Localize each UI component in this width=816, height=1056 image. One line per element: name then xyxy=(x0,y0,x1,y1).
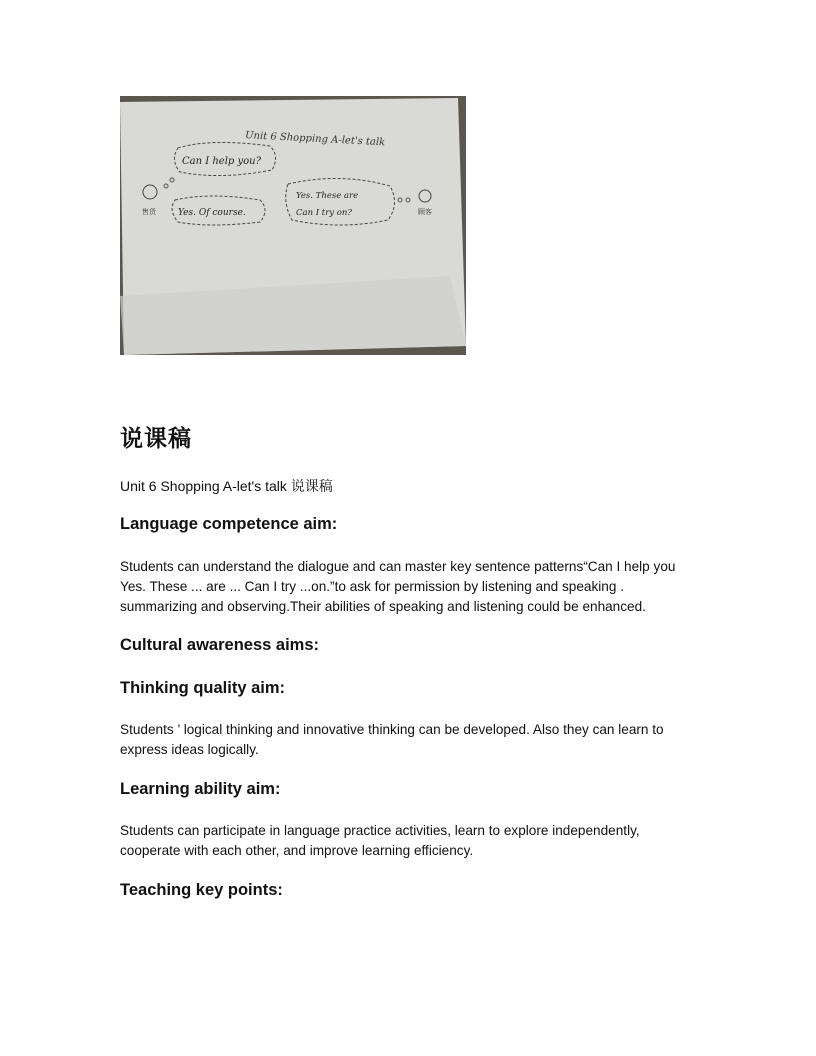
document-subtitle: Unit 6 Shopping A-let's talk 说课稿 xyxy=(120,478,333,494)
section-heading-teaching-key-points: Teaching key points: xyxy=(120,881,283,899)
bubble-3-line1: Yes. These are xyxy=(296,191,359,201)
section-heading-thinking-quality: Thinking quality aim: xyxy=(120,679,286,697)
label-right: 顾客 xyxy=(418,208,432,216)
document-title: 说课稿 xyxy=(120,426,192,452)
section-heading-language-competence: Language competence aim: xyxy=(120,515,338,533)
label-left: 售货 xyxy=(142,208,156,216)
handwritten-dialogue-photo xyxy=(120,96,466,355)
paper-sheet-drawing xyxy=(120,96,466,355)
section-heading-cultural-awareness: Cultural awareness aims: xyxy=(120,636,319,654)
section-body-learning-ability: Students can participate in language practice activities, learn to explore independently, cooperate with each other, and improve learning efficiency. xyxy=(120,823,640,858)
section-heading-learning-ability: Learning ability aim: xyxy=(120,780,281,798)
section-body-language-competence: Students can understand the dialogue and can master key sentence patterns“Can I help you Yes. These ... are ... Can I try ...on.”to ask for permission by listening and speaking . summarizing and observing.Their abilities of speaking and listening could be enhanced. xyxy=(120,559,676,614)
photo-title: Unit 6 Shopping A-let's talk xyxy=(244,130,386,149)
section-body-thinking-quality: Students ’ logical thinking and innovative thinking can be developed. Also they can learn to express ideas logically. xyxy=(120,722,664,757)
bubble-1-text: Can I help you? xyxy=(182,156,261,167)
bubble-2-text: Yes. Of course. xyxy=(178,208,246,218)
bubble-3-line2: Can I try on? xyxy=(296,208,352,218)
